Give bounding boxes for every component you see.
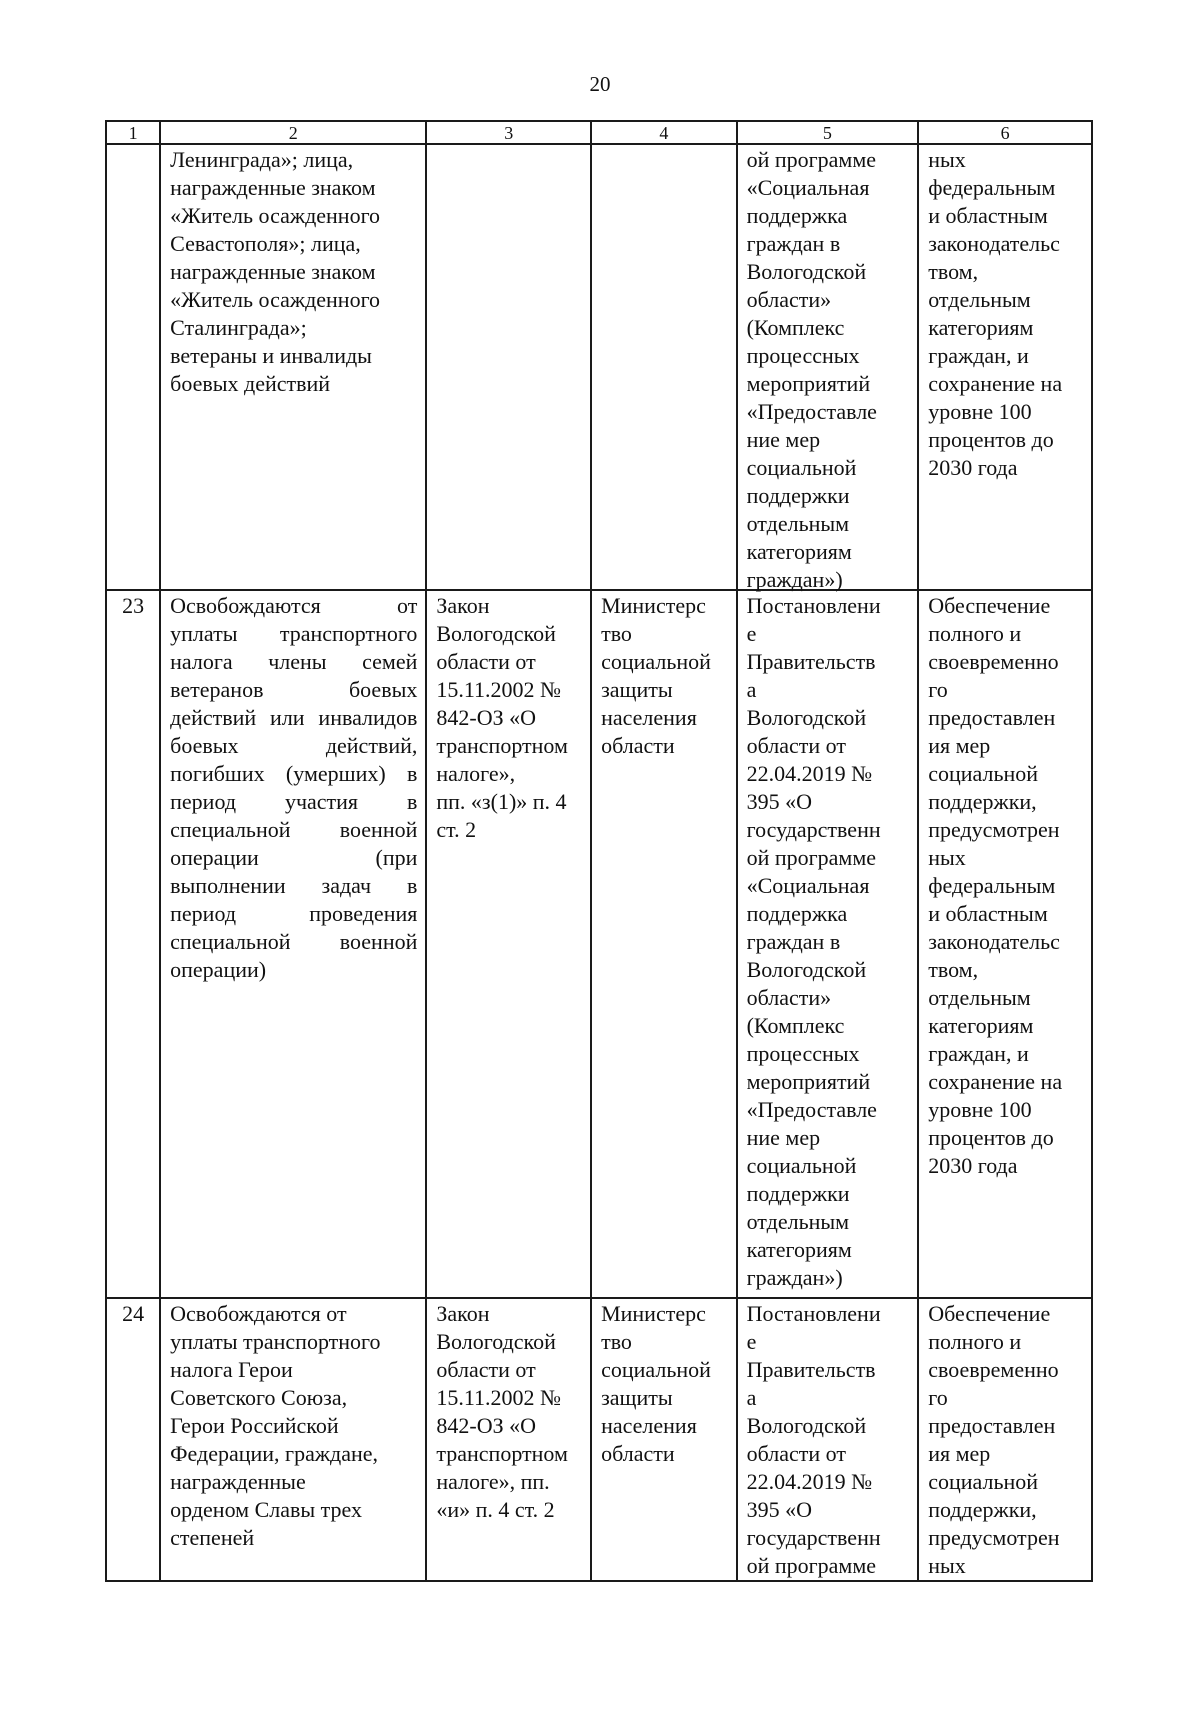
ministry-cell: Министерс тво социальной защиты населения области	[591, 1298, 737, 1581]
page-number: 20	[589, 72, 611, 96]
beneficiaries-cell: Освобождаются от уплаты транспортного налога Герои Советского Союза, Герои Российской Федерации, граждане, награжденные орденом Славы трех степеней	[160, 1298, 426, 1581]
goal-cell: Обеспечение полного и своевременно го предоставлен ия мер социальной поддержки, предусмотрен ных	[918, 1298, 1092, 1581]
column-number: 1	[106, 121, 160, 144]
row-number-cell: 23	[106, 590, 160, 1298]
column-number: 4	[591, 121, 737, 144]
column-number-row	[106, 121, 1092, 144]
goal-cell: Обеспечение полного и своевременно го предоставлен ия мер социальной поддержки, предусмотрен ных федеральным и областным законодательс твом, отдельным категориям граждан, и сохранение на уровне 100 процентов до 2030 года	[918, 590, 1092, 1298]
column-number: 2	[160, 121, 426, 144]
law-cell	[426, 144, 591, 590]
ministry-cell: Министерс тво социальной защиты населения области	[591, 590, 737, 1298]
goal-cell: ных федеральным и областным законодательс твом, отдельным категориям граждан, и сохранение на уровне 100 процентов до 2030 года	[918, 144, 1092, 590]
row-number-cell	[106, 144, 160, 590]
table-row-23	[106, 590, 1092, 1298]
ministry-cell	[591, 144, 737, 590]
program-cell: Постановлени е Правительств а Вологодской области от 22.04.2019 № 395 «О государственн ой программе	[737, 1298, 919, 1581]
program-cell: Постановлени е Правительств а Вологодской области от 22.04.2019 № 395 «О государственн ой программе «Социальная поддержка граждан в Вологодской области» (Комплекс процессных мероприятий «Предоставле ние мер социальной поддержки отдельным категориям граждан»)	[737, 590, 919, 1298]
program-cell: ой программе «Социальная поддержка граждан в Вологодской области» (Комплекс процессных мероприятий «Предоставле ние мер социальной поддержки отдельным категориям граждан»)	[737, 144, 919, 590]
row-number-cell: 24	[106, 1298, 160, 1581]
column-number: 3	[426, 121, 591, 144]
law-cell: Закон Вологодской области от 15.11.2002 № 842-ОЗ «О транспортном налоге», пп. «и» п. 4 ст. 2	[426, 1298, 591, 1581]
benefits-table	[105, 120, 1093, 1582]
column-number: 6	[918, 121, 1092, 144]
table-row-continued	[106, 144, 1092, 590]
column-number: 5	[737, 121, 919, 144]
beneficiaries-cell: Ленинграда»; лица, награжденные знаком «Житель осажденного Севастополя»; лица, награжденные знаком «Житель осажденного Сталинграда»; ветераны и инвалиды боевых действий	[160, 144, 426, 590]
beneficiaries-cell: Освобождаются от уплаты транспортного налога члены семей ветеранов боевых действий или инвалидов боевых действий, погибших (умерших) в период участия в специальной военной операции (при выполнении задач в период проведения специальной военной операции)	[160, 590, 426, 1298]
table-row-24	[106, 1298, 1092, 1581]
law-cell: Закон Вологодской области от 15.11.2002 № 842-ОЗ «О транспортном налоге», пп. «з(1)» п. 4 ст. 2	[426, 590, 591, 1298]
